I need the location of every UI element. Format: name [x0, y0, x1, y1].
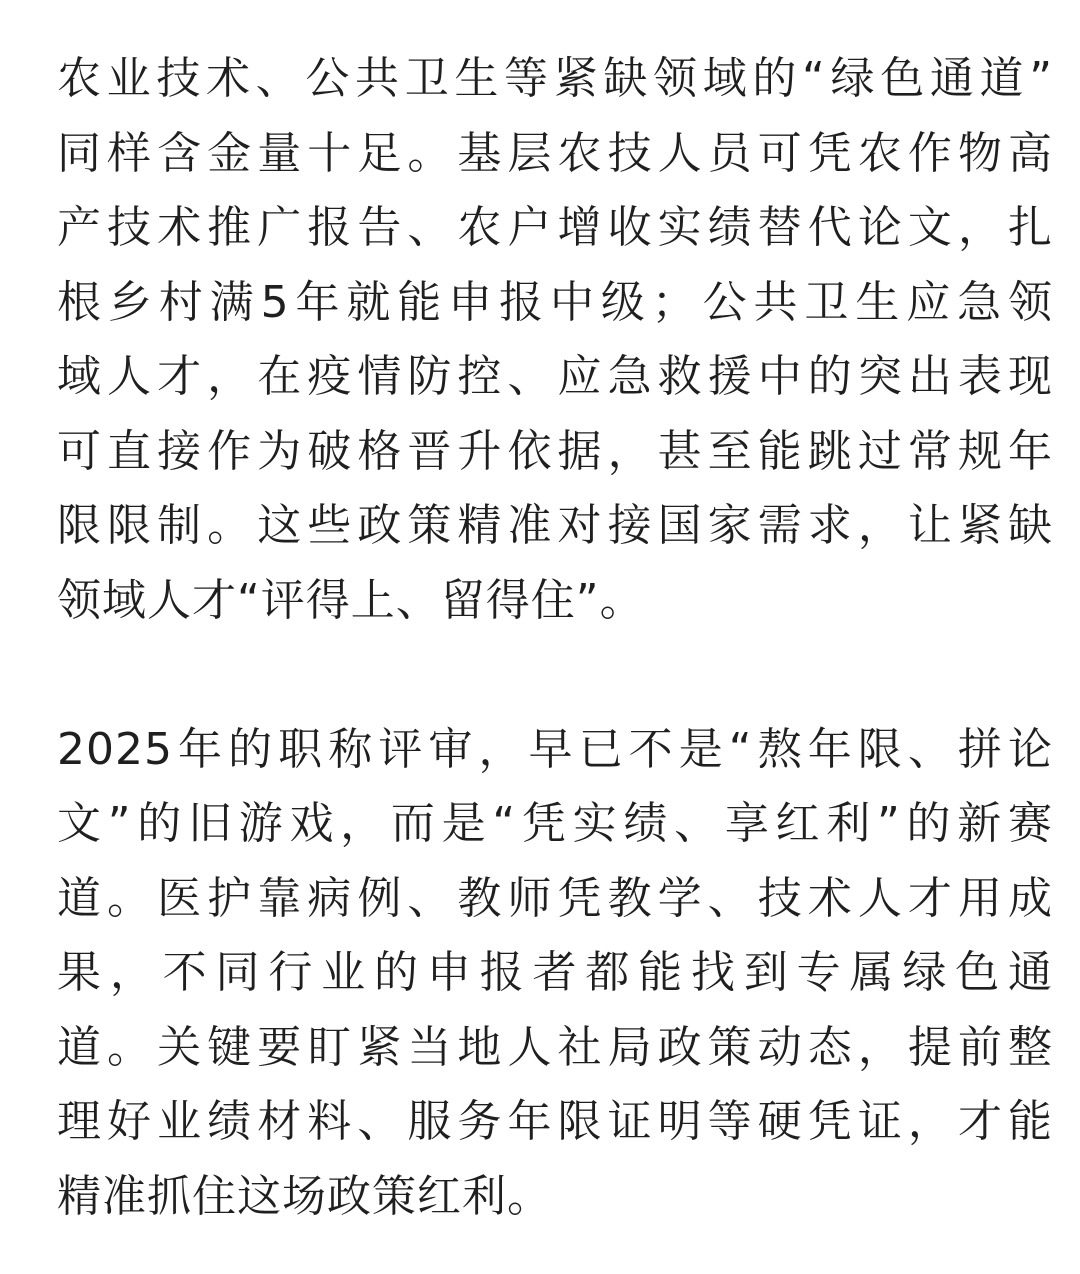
text-line: 域人才，在疫情防控、应急救援中的突出表现 — [57, 351, 1053, 402]
text-line: 农业技术、公共卫生等紧缺领域的“绿色通道” — [57, 53, 1053, 104]
paragraph-gap — [57, 638, 1053, 713]
text-line: 可直接作为破格晋升依据，甚至能跳过常规年 — [57, 425, 1053, 477]
text-line: 道。医护靠病例、教师凭教学、技术人才用成 — [57, 872, 1053, 924]
text-line: 果，不同行业的申报者都能找到专属绿色通 — [57, 947, 1053, 998]
text-line: 精准抓住这场政策红利。 — [57, 1170, 552, 1222]
text-line: 限限制。这些政策精准对接国家需求，让紧缺 — [57, 500, 1053, 551]
text-line: 根乡村满5年就能申报中级；公共卫生应急领 — [57, 276, 1053, 328]
text-line: 文”的旧游戏，而是“凭实绩、享红利”的新赛 — [57, 798, 1053, 849]
article-body — [57, 42, 1053, 1234]
text-line: 理好业绩材料、服务年限证明等硬凭证，才能 — [57, 1096, 1053, 1147]
text-line: 2025年的职称评审，早已不是“熬年限、拼论 — [57, 723, 1053, 775]
paragraph-green-channel — [57, 42, 1053, 638]
text-line: 产技术推广报告、农户增收实绩替代论文，扎 — [57, 202, 1053, 253]
text-line: 道。关键要盯紧当地人社局政策动态，提前整 — [57, 1021, 1053, 1073]
text-line: 同样含金量十足。基层农技人员可凭农作物高 — [57, 127, 1053, 179]
text-line: 领域人才“评得上、留得住”。 — [57, 574, 645, 626]
paragraph-2025-review — [57, 713, 1053, 1235]
